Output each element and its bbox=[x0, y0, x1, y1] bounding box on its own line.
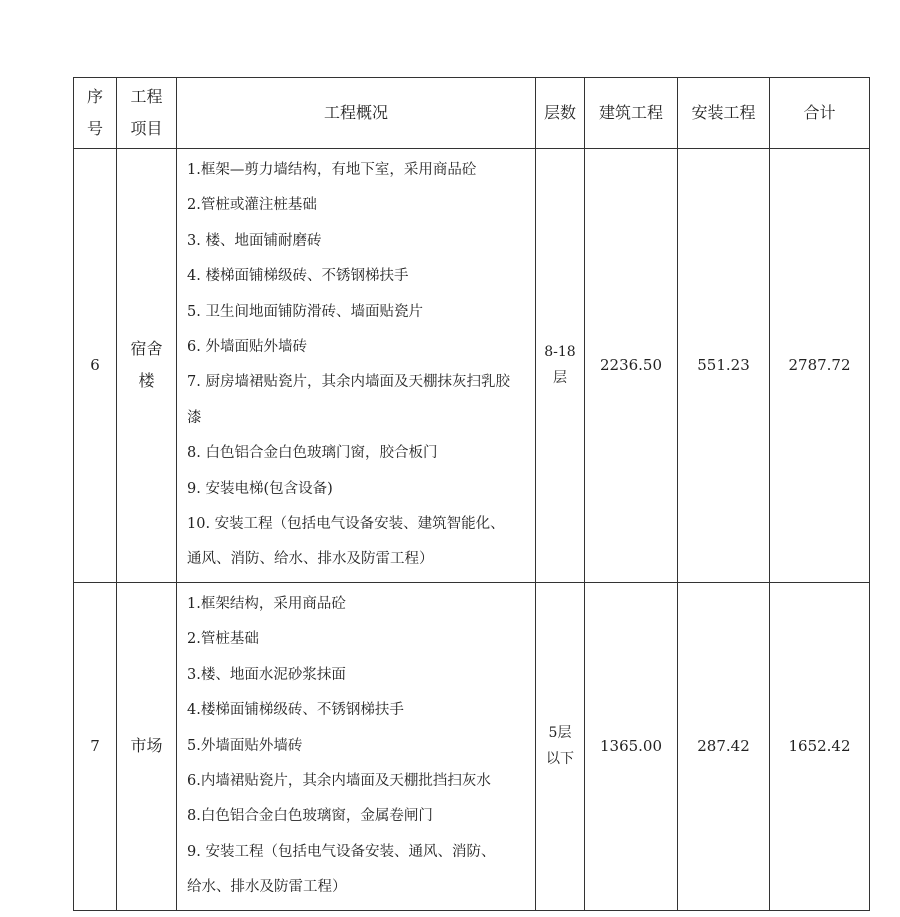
seq-cell: 7 bbox=[74, 582, 117, 910]
floors-cell bbox=[536, 149, 585, 583]
header-building: 建筑工程 bbox=[585, 78, 678, 149]
overview-line: 给水、排水及防雷工程） bbox=[187, 879, 347, 896]
building-cost-cell: 1365.00 bbox=[585, 582, 678, 910]
project-name-line1: 市场 bbox=[130, 736, 163, 756]
overview-line: 4. 楼梯面铺梯级砖、不锈钢梯扶手 bbox=[187, 268, 409, 285]
header-item-line2: 项目 bbox=[130, 119, 163, 138]
overview-line: 9. 安装电梯(包含设备) bbox=[187, 480, 333, 497]
floors-line1: 8-18 bbox=[544, 344, 576, 361]
seq-cell: 6 bbox=[74, 149, 117, 583]
floors-cell bbox=[536, 582, 585, 910]
overview-line: 6. 外墙面贴外墙砖 bbox=[187, 339, 307, 356]
header-overview: 工程概况 bbox=[177, 78, 536, 149]
project-name-cell bbox=[117, 582, 177, 910]
project-name-line1: 宿舍 bbox=[130, 339, 163, 359]
header-seq bbox=[74, 78, 117, 149]
header-install: 安装工程 bbox=[678, 78, 770, 149]
overview-line: 8. 白色铝合金白色玻璃门窗，胶合板门 bbox=[187, 445, 438, 462]
header-seq-line2: 号 bbox=[86, 119, 103, 138]
header-row bbox=[74, 78, 870, 149]
floors-line2: 层 bbox=[553, 370, 567, 387]
table-row bbox=[74, 582, 870, 910]
overview-cell bbox=[177, 582, 536, 910]
overview-line: 6.内墙裙贴瓷片，其余内墙面及天棚批挡扫灰水 bbox=[187, 772, 491, 789]
total-cost-cell: 2787.72 bbox=[770, 149, 870, 583]
project-name-line2: 楼 bbox=[138, 371, 155, 391]
install-cost-cell: 551.23 bbox=[678, 149, 770, 583]
overview-line: 7. 厨房墙裙贴瓷片，其余内墙面及天棚抹灰扫乳胶 bbox=[187, 374, 510, 391]
overview-line: 5.外墙面贴外墙砖 bbox=[187, 737, 303, 754]
project-name-cell bbox=[117, 149, 177, 583]
overview-line: 通风、消防、给水、排水及防雷工程） bbox=[187, 551, 434, 568]
table-row bbox=[74, 149, 870, 583]
overview-line: 2.管桩或灌注桩基础 bbox=[187, 197, 317, 214]
floors-line2: 以下 bbox=[546, 751, 574, 768]
overview-line: 8.白色铝合金白色玻璃窗，金属卷闸门 bbox=[187, 808, 433, 825]
overview-line: 3.楼、地面水泥砂浆抹面 bbox=[187, 666, 346, 683]
overview-line: 9. 安装工程（包括电气设备安装、通风、消防、 bbox=[187, 843, 496, 860]
overview-line: 2.管桩基础 bbox=[187, 631, 259, 648]
header-item bbox=[117, 78, 177, 149]
overview-line: 漆 bbox=[187, 409, 202, 426]
project-table bbox=[73, 77, 870, 911]
total-cost-cell: 1652.42 bbox=[770, 582, 870, 910]
overview-line: 3. 楼、地面铺耐磨砖 bbox=[187, 232, 322, 249]
overview-line: 4.楼梯面铺梯级砖、不锈钢梯扶手 bbox=[187, 702, 404, 719]
overview-cell bbox=[177, 149, 536, 583]
header-floors: 层数 bbox=[536, 78, 585, 149]
building-cost-cell: 2236.50 bbox=[585, 149, 678, 583]
header-seq-line1: 序 bbox=[86, 87, 103, 106]
header-total: 合计 bbox=[770, 78, 870, 149]
overview-line: 1.框架结构，采用商品砼 bbox=[187, 595, 346, 612]
overview-line: 5. 卫生间地面铺防滑砖、墙面贴瓷片 bbox=[187, 303, 423, 320]
header-item-line1: 工程 bbox=[130, 87, 163, 106]
overview-line: 10. 安装工程（包括电气设备安装、建筑智能化、 bbox=[187, 516, 505, 533]
install-cost-cell: 287.42 bbox=[678, 582, 770, 910]
overview-line: 1.框架—剪力墙结构，有地下室，采用商品砼 bbox=[187, 162, 477, 178]
floors-line1: 5层 bbox=[548, 725, 572, 742]
